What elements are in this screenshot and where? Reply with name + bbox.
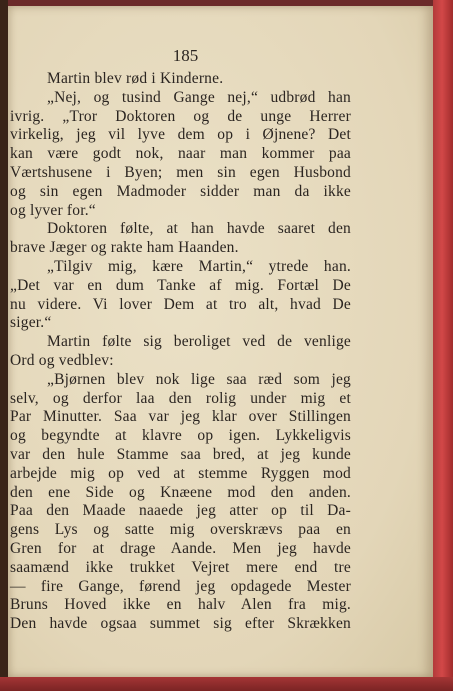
text-line: og begyndte at klavre op igen. Lykkeligvis [10,427,351,445]
text-line: „Det var en dum Tanke af mig. Fortæl De [10,276,351,294]
text-line: — fire Gange, førend jeg opdagede Mester [10,577,351,595]
text-line: arbejde mig op ved at stemme Ryggen mod [10,464,351,482]
text-line: Par Minutter. Saa var jeg klar over Stillingen [10,408,351,426]
text-line: Værtshusene i Byen; men sin egen Husbond [10,163,351,181]
text-line: var den hule Stamme saa bred, at jeg kunde [10,445,351,463]
text-line: „Tilgiv mig, kære Martin,“ ytrede han. [47,257,351,275]
text-line: Gren for at drage Aande. Men jeg havde [10,539,351,557]
text-line: Bruns Hoved ikke en halv Alen fra mig. [10,596,351,614]
text-line: „Nej, og tusind Gange nej,“ udbrød han [47,88,351,106]
book-page [8,6,433,677]
text-line: og sin egen Madmoder sidder man da ikke [10,182,351,200]
book-page-edges-right [433,0,453,691]
text-line: virkelig, jeg vil lyve dem op i Øjnene? Det [10,126,351,144]
text-line: kan være godt nok, naar man kommer paa [10,145,351,163]
text-line: nu videre. Vi lover Dem at tro alt, hvad De [10,295,351,313]
body-text [10,70,351,634]
text-line: og lyver for.“ [10,201,96,219]
text-line: saamænd ikke trukket Vejret mere end tre [10,558,351,576]
text-line: Paa den Maade naaede jeg atter op til Da- [10,502,351,520]
text-line: brave Jæger og rakte ham Haanden. [10,239,239,257]
text-line: „Bjørnen blev nok lige saa ræd som jeg [47,370,351,388]
book-cover-left-edge [0,0,8,691]
text-line: Den havde ogsaa summet sig efter Skrækken [10,615,351,633]
text-line: ivrig. „Tror Doktoren og de unge Herrer [10,107,351,125]
text-line: siger.“ [10,314,52,332]
text-line: Martin følte sig beroliget ved de venlige [47,333,351,351]
text-line: Doktoren følte, at han havde saaret den [47,220,351,238]
page-number: 185 [172,46,199,65]
text-line: selv, og derfor laa den rolig under mig et [10,389,351,407]
text-line: gens Lys og satte mig overskrævs paa en [10,521,351,539]
text-line: Ord og vedblev: [10,351,114,369]
text-line: Martin blev rød i Kinderne. [47,70,224,87]
book-page-edges-bottom [0,677,453,691]
text-line: den ene Side og Knæene mod den anden. [10,483,351,501]
